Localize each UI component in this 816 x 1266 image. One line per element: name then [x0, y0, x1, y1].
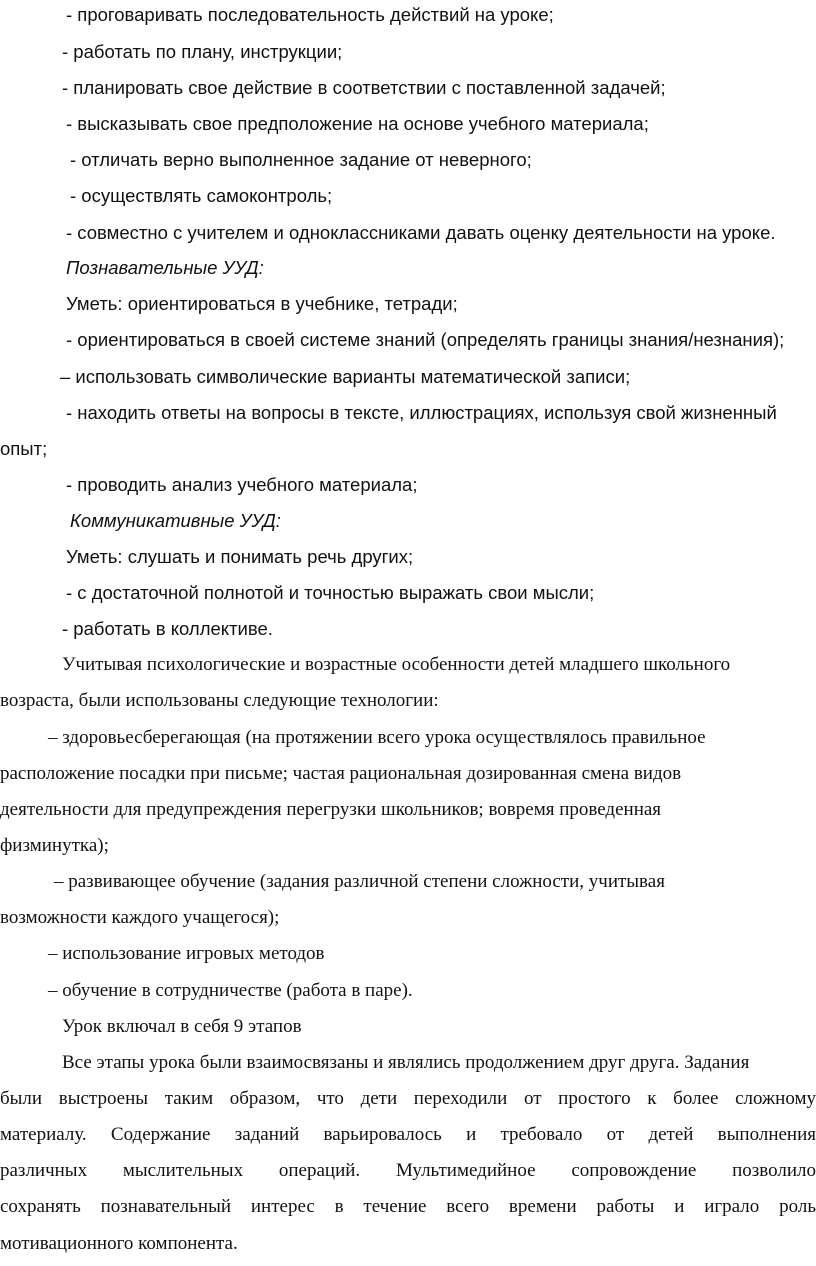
text-line: - находить ответы на вопросы в тексте, иллюстрациях, используя свой жизненный — [66, 402, 777, 423]
text-line: Все этапы урока были взаимосвязаны и являлись продолжением друг друга. Задания — [62, 1052, 750, 1073]
text-line: - планировать свое действие в соответствии с поставленной задачей; — [62, 77, 666, 98]
text-line: физминутка); — [0, 835, 109, 856]
text-line: были выстроены таким образом, что дети переходили от простого к более сложному — [0, 1088, 816, 1109]
text-line: – использование игровых методов — [48, 943, 325, 964]
text-line: Уметь: слушать и понимать речь других; — [66, 546, 414, 567]
text-line: расположение посадки при письме; частая рациональная дозированная смена видов — [0, 763, 682, 784]
text-line: - проговаривать последовательность действий на уроке; — [66, 4, 554, 25]
text-line: – использовать символические варианты математической записи; — [60, 366, 631, 387]
text-line: Учитывая психологические и возрастные особенности детей младшего школьного — [62, 654, 731, 675]
text-line: – здоровьесберегающая (на протяжении всего урока осуществлялось правильное — [48, 727, 706, 748]
text-line: - с достаточной полнотой и точностью выражать свои мысли; — [66, 582, 595, 603]
text-line: деятельности для предупреждения перегрузки школьников; вовремя проведенная — [0, 799, 662, 820]
text-line: Уметь: ориентироваться в учебнике, тетради; — [66, 293, 458, 314]
text-line: опыт; — [0, 438, 48, 459]
text-line: - проводить анализ учебного материала; — [66, 474, 418, 495]
text-line: - работать по плану, инструкции; — [62, 41, 343, 62]
text-line: возраста, были использованы следующие технологии: — [0, 690, 439, 711]
text-line: сохранять познавательный интерес в течение всего времени работы и играло роль — [0, 1196, 816, 1217]
text-line: мотивационного компонента. — [0, 1233, 238, 1254]
section-heading-cognitive: Познавательные УУД: — [66, 257, 264, 278]
text-line: – обучение в сотрудничестве (работа в паре). — [48, 980, 413, 1001]
text-line: - ориентироваться в своей системе знаний (определять границы знания/незнания); — [66, 329, 785, 350]
text-line: – развивающее обучение (задания различной степени сложности, учитывая — [54, 871, 665, 892]
section-heading-communicative: Коммуникативные УУД: — [70, 510, 281, 531]
text-line: - отличать верно выполненное задание от неверного; — [70, 149, 532, 170]
text-line: - высказывать свое предположение на основе учебного материала; — [66, 113, 649, 134]
text-line: - работать в коллективе. — [62, 618, 273, 639]
text-line: различных мыслительных операций. Мультимедийное сопровождение позволило — [0, 1160, 816, 1181]
text-line: возможности каждого учащегося); — [0, 907, 280, 928]
text-line: - совместно с учителем и одноклассниками давать оценку деятельности на уроке. — [66, 222, 776, 243]
text-line: - осуществлять самоконтроль; — [70, 185, 333, 206]
text-line: Урок включал в себя 9 этапов — [62, 1016, 302, 1037]
text-line: материалу. Содержание заданий варьировалось и требовало от детей выполнения — [0, 1124, 816, 1145]
